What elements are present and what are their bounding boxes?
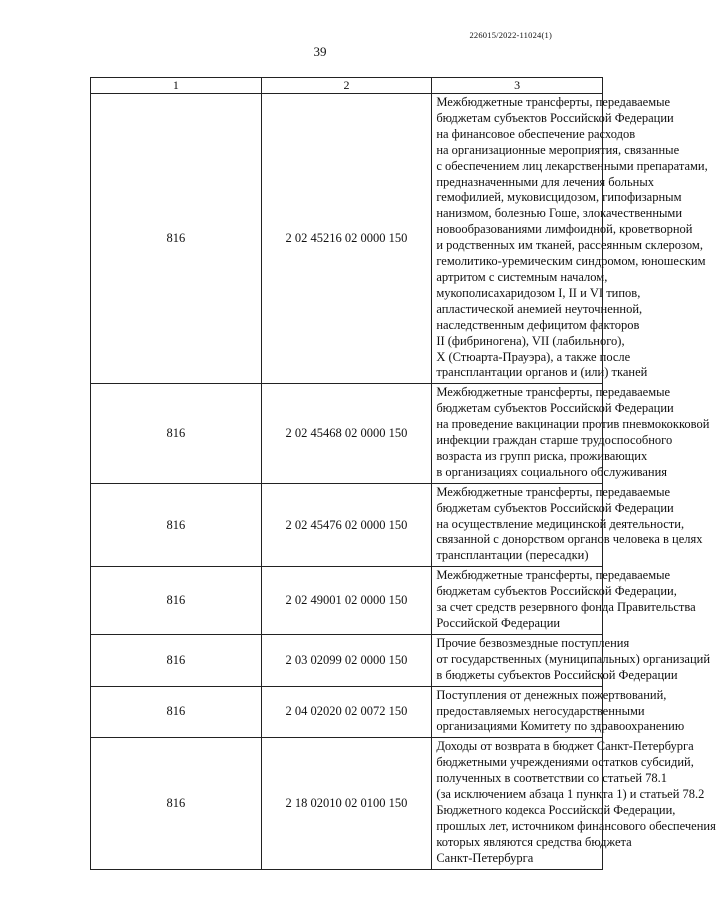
- description-line: от государственных (муниципальных) организаций: [436, 651, 711, 666]
- description-line: Поступления от денежных пожертвований,: [436, 687, 667, 702]
- admin-code-cell: 816: [91, 483, 262, 567]
- description-line: II (фибриногена), VII (лабильного),: [436, 333, 625, 348]
- description-line: (за исключением абзаца 1 пункта 1) и статьей 78.2: [436, 787, 705, 802]
- revenue-codes-table: [90, 77, 716, 870]
- description-line: гемофилией, муковисцидозом, гипофизарным: [436, 190, 682, 205]
- column-header-1: 1: [91, 78, 262, 94]
- description-line: трансплантации (пересадки): [436, 548, 589, 563]
- description-line: трансплантации органов и (или) тканей: [436, 365, 648, 380]
- description-line: бюджетам субъектов Российской Федерации,: [436, 584, 677, 599]
- table-header-row: [91, 78, 603, 94]
- description-line: Прочие безвозмездные поступления: [436, 635, 630, 650]
- description-line: новообразованиями лимфоидной, кроветворной: [436, 222, 693, 237]
- description-line: бюджетам субъектов Российской Федерации: [436, 401, 674, 416]
- description-line: Российской Федерации: [436, 616, 561, 630]
- table-row: [91, 567, 603, 635]
- description-line: Межбюджетные трансферты, передаваемые: [436, 385, 671, 400]
- description-line: и родственных им тканей, рассеянным склерозом,: [436, 238, 703, 253]
- description-line: бюджетными учреждениями остатков субсидий,: [436, 755, 694, 770]
- admin-code-cell: 816: [91, 738, 262, 869]
- description-line: в организациях социального обслуживания: [436, 464, 668, 479]
- description-line: гемолитико-уремическим синдромом, юношеским: [436, 254, 706, 269]
- page-number: 39: [313, 44, 327, 59]
- description-line: X (Стюарта-Прауэра), а также после: [436, 349, 631, 364]
- description-line: наследственным дефицитом факторов: [436, 317, 640, 332]
- description-line: мукополисахаридозом I, II и VI типов,: [436, 285, 641, 300]
- description-line: связанной с донорством органов человека в целях: [436, 532, 703, 547]
- table-row: [91, 483, 603, 567]
- description-line: в бюджеты субъектов Российской Федерации: [436, 667, 678, 682]
- description-cell: [432, 686, 685, 738]
- description-line: артритом с системным началом,: [436, 269, 608, 284]
- table-row: [91, 384, 603, 483]
- admin-code-cell: 816: [91, 384, 262, 483]
- description-cell: [432, 567, 696, 635]
- admin-code-cell: 816: [91, 94, 262, 384]
- description-line: с обеспечением лиц лекарственными препаратами,: [436, 158, 708, 173]
- description-line: апластической анемией неуточненной,: [436, 301, 643, 316]
- description-line: предназначенными для лечения больных: [436, 174, 655, 189]
- description-line: прошлых лет, источником финансового обеспечения: [436, 818, 716, 833]
- description-line: Бюджетного кодекса Российской Федерации,: [436, 802, 676, 817]
- description-line: Межбюджетные трансферты, передаваемые: [436, 95, 671, 109]
- description-line: на проведение вакцинации против пневмококковой: [436, 417, 710, 432]
- admin-code-cell: 816: [91, 686, 262, 738]
- column-header-3: 3: [432, 78, 603, 94]
- description-cell: [432, 634, 711, 686]
- description-line: Межбюджетные трансферты, передаваемые: [436, 568, 671, 583]
- description-cell: [432, 384, 710, 483]
- description-line: организациями Комитету по здравоохранению: [436, 719, 685, 734]
- description-line: бюджетам субъектов Российской Федерации: [436, 110, 674, 125]
- revenue-code-cell: 2 02 45216 02 0000 150: [261, 94, 432, 384]
- description-line: Санкт-Петербурга: [436, 850, 534, 865]
- description-cell: [432, 94, 708, 384]
- description-cell: [432, 738, 716, 869]
- description-line: нанизмом, болезнью Гоше, злокачественными: [436, 206, 683, 221]
- description-line: бюджетам субъектов Российской Федерации: [436, 500, 674, 515]
- table-row: [91, 686, 603, 738]
- table-row: [91, 634, 603, 686]
- description-line: на финансовое обеспечение расходов: [436, 126, 636, 141]
- description-line: инфекции граждан старше трудоспособного: [436, 433, 673, 448]
- revenue-code-cell: 2 02 49001 02 0000 150: [261, 567, 432, 635]
- description-cell: [432, 483, 703, 567]
- description-line: предоставляемых негосударственными: [436, 703, 645, 718]
- column-header-2: 2: [261, 78, 432, 94]
- admin-code-cell: 816: [91, 634, 262, 686]
- description-line: на осуществление медицинской деятельности,: [436, 516, 685, 531]
- description-line: возраста из групп риска, проживающих: [436, 448, 648, 463]
- document-number: 226015/2022-11024(1): [469, 30, 552, 40]
- table-row: [91, 94, 603, 384]
- revenue-code-cell: 2 04 02020 02 0072 150: [261, 686, 432, 738]
- revenue-code-cell: 2 18 02010 02 0100 150: [261, 738, 432, 869]
- revenue-code-cell: 2 03 02099 02 0000 150: [261, 634, 432, 686]
- admin-code-cell: 816: [91, 567, 262, 635]
- revenue-code-cell: 2 02 45468 02 0000 150: [261, 384, 432, 483]
- table-body: [91, 94, 716, 870]
- table-row: [91, 738, 603, 869]
- description-line: которых являются средства бюджета: [436, 834, 632, 849]
- revenue-code-cell: 2 02 45476 02 0000 150: [261, 483, 432, 567]
- description-line: за счет средств резервного фонда Правительства: [436, 600, 696, 615]
- description-line: Доходы от возврата в бюджет Санкт-Петербурга: [436, 739, 694, 754]
- description-line: на организационные мероприятия, связанные: [436, 142, 680, 157]
- description-line: Межбюджетные трансферты, передаваемые: [436, 484, 671, 499]
- description-line: полученных в соответствии со статьей 78.1: [436, 771, 668, 786]
